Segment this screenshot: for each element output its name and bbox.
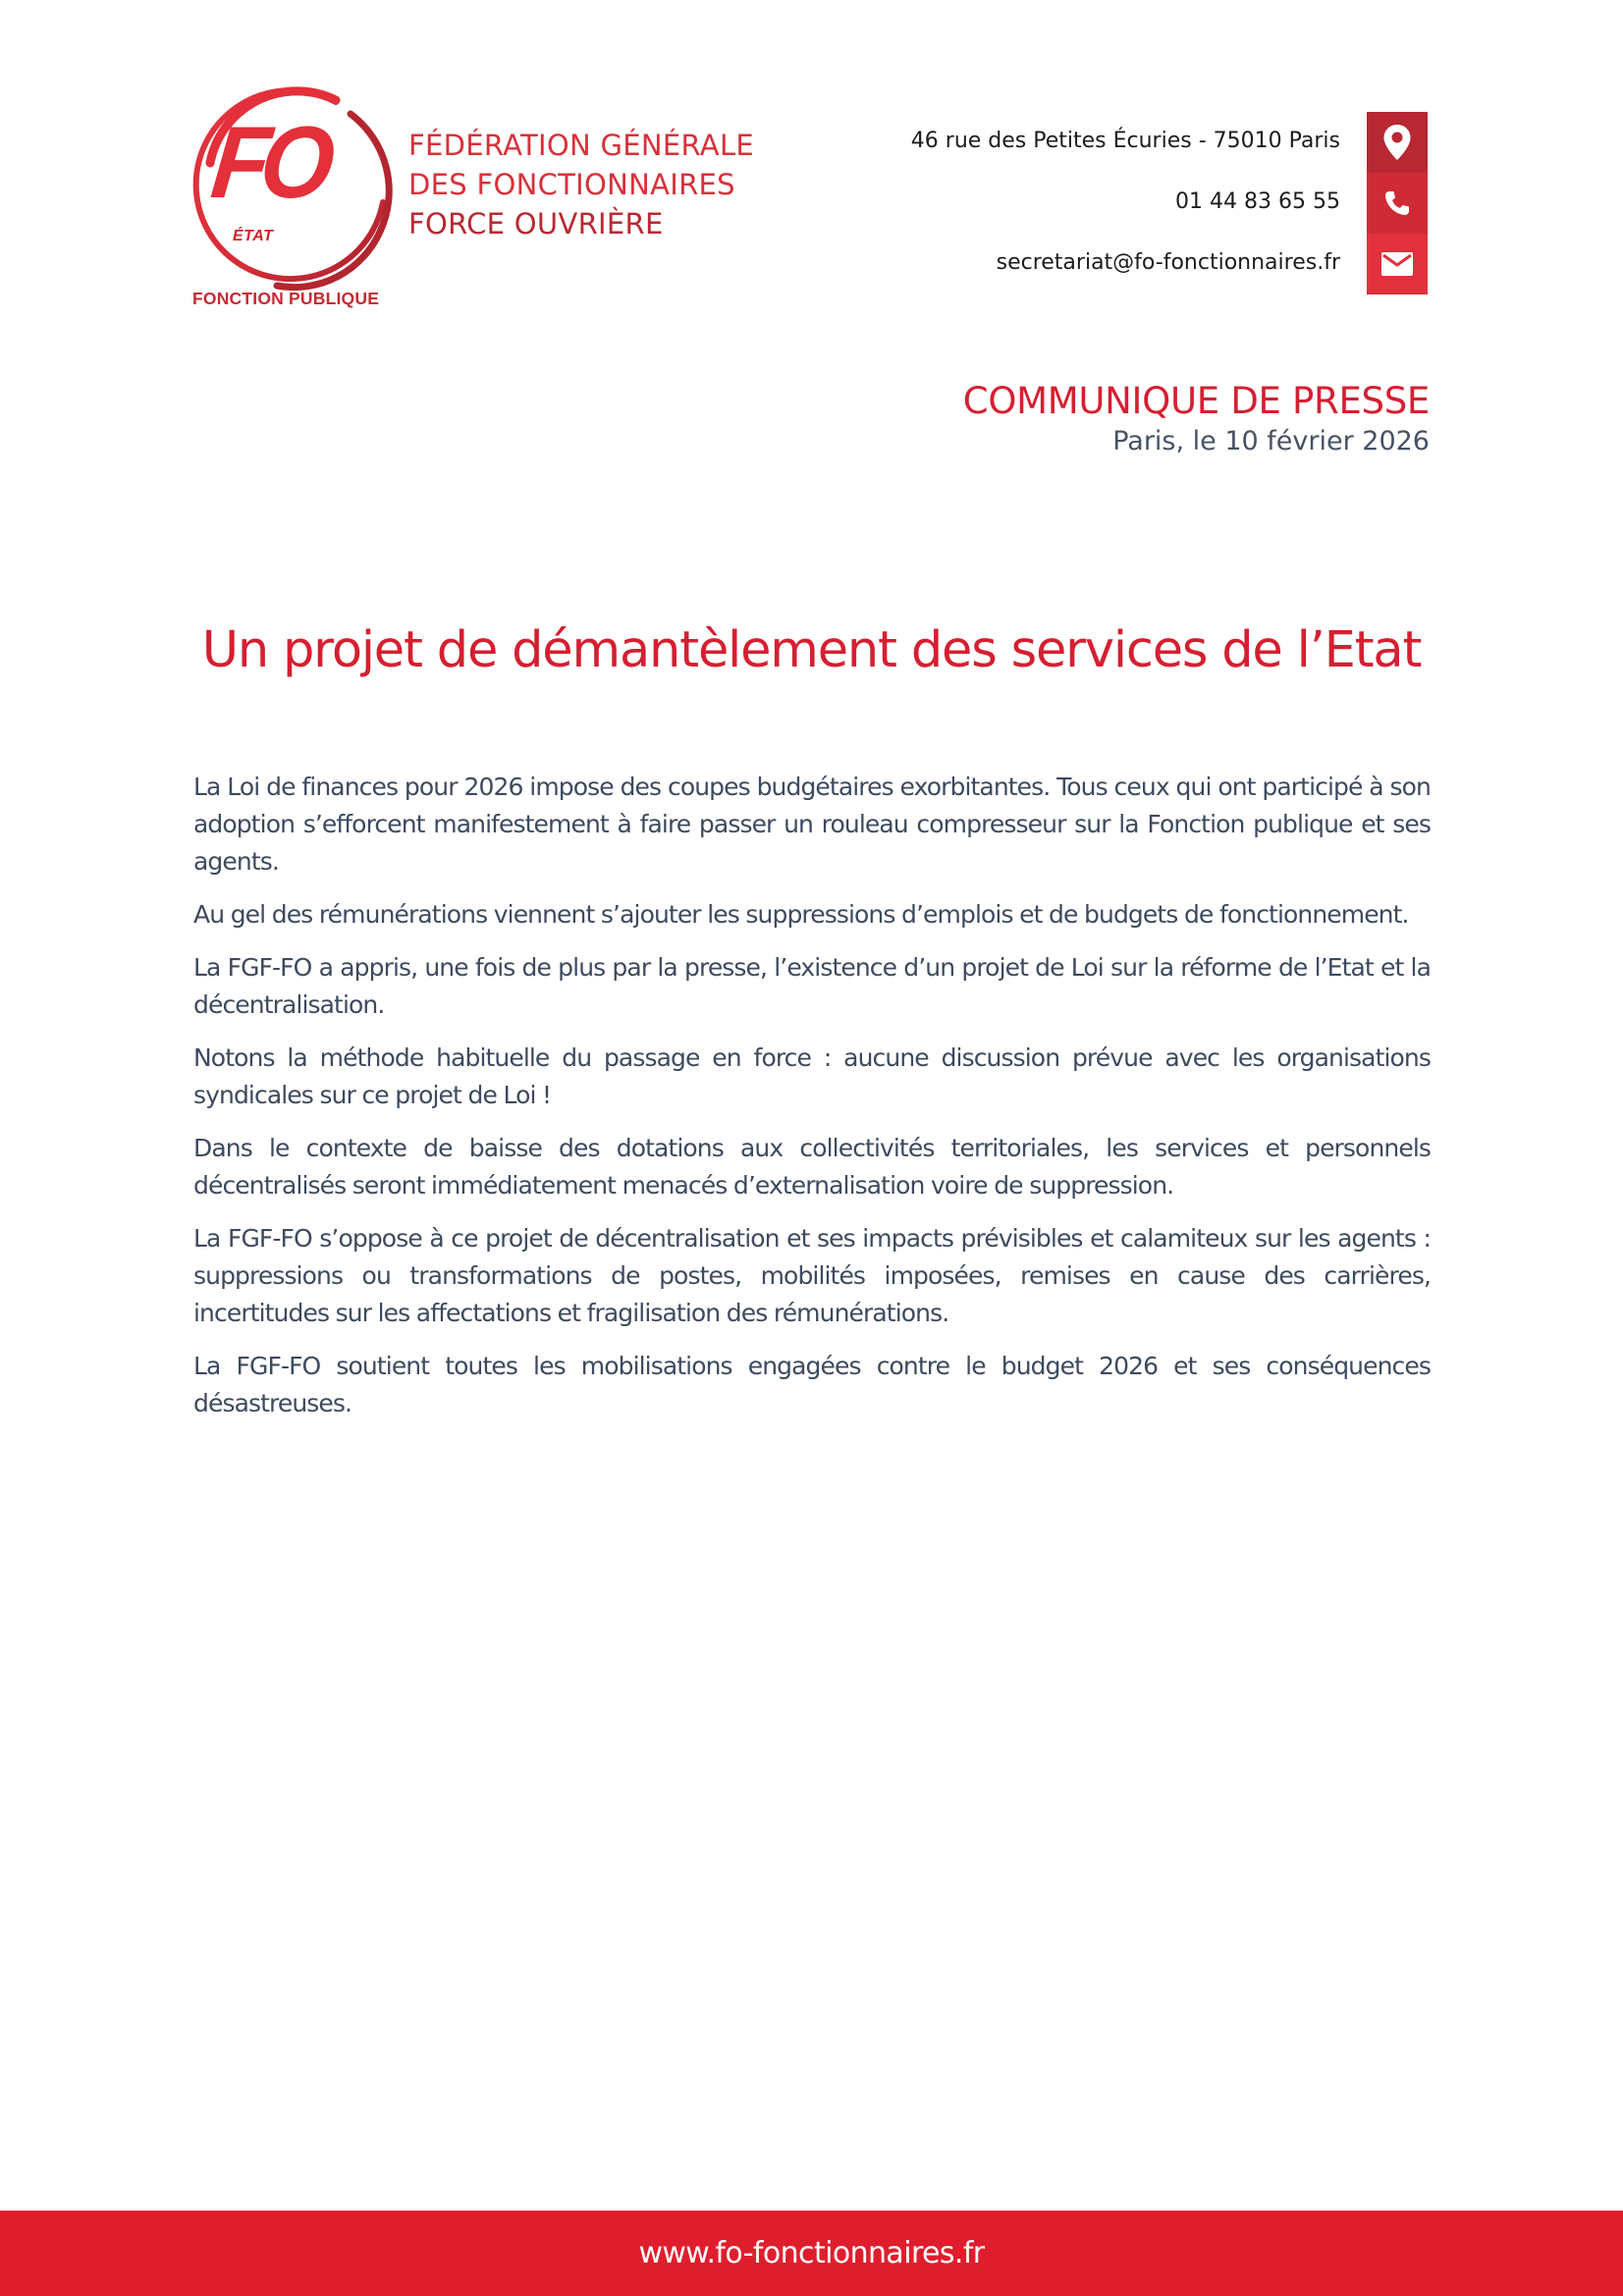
document-title: Un projet de démantèlement des services de l’Etat — [201, 621, 1422, 679]
press-release-label: COMMUNIQUE DE PRESSE — [962, 380, 1430, 422]
organization-name-line: FÉDÉRATION GÉNÉRALE — [408, 129, 755, 162]
contact-address: 46 rue des Petites Écuries - 75010 Paris — [910, 129, 1340, 153]
body-paragraph: Dans le contexte de baisse des dotations aux collectivités territoriales, les services et personnels décentralisés seront immédiatement menacés d’externalisation voire de suppression. — [193, 1134, 1431, 1200]
body-paragraph: La Loi de finances pour 2026 impose des coupes budgétaires exorbitantes. Tous ceux qui ont participé à son adoption s’efforcent manifestement à faire passer un rouleau compresseur sur la Fonction publique et ses agents. — [193, 773, 1431, 876]
organization-name-line: FORCE OUVRIÈRE — [408, 207, 664, 240]
fo-etat-logo — [189, 84, 395, 320]
map-pin-icon — [1367, 112, 1428, 173]
logo-tagline: FONCTION PUBLIQUE — [192, 289, 380, 308]
contact-block — [911, 111, 1340, 294]
organization-name — [408, 126, 754, 243]
contact-icon-column — [1367, 112, 1428, 294]
logo-mark-text: FO — [206, 106, 332, 220]
contact-email[interactable]: secretariat@fo-fonctionnaires.fr — [996, 250, 1340, 275]
body-paragraph: Notons la méthode habituelle du passage en force : aucune discussion prévue avec les organisations syndicales sur ce projet de Loi ! — [193, 1043, 1431, 1109]
body-paragraph: Au gel des rémunérations viennent s’ajouter les suppressions d’emplois et de budgets de fonctionnement. — [193, 900, 1409, 929]
body-paragraph: La FGF-FO soutient toutes les mobilisations engagées contre le budget 2026 et ses conséquences désastreuses. — [193, 1352, 1431, 1417]
phone-icon — [1367, 173, 1428, 234]
dateline: Paris, le 10 février 2026 — [1112, 426, 1430, 456]
organization-name-line: DES FONCTIONNAIRES — [408, 168, 735, 201]
footer-bar — [0, 2211, 1623, 2296]
website-link[interactable]: www.fo-fonctionnaires.fr — [638, 2236, 985, 2270]
body-paragraph: La FGF-FO a appris, une fois de plus par la presse, l’existence d’un projet de Loi sur la réforme de l’Etat et la décentralisation. — [193, 953, 1431, 1019]
document-body — [193, 769, 1431, 1438]
logo-mark-subtext: ÉTAT — [233, 228, 274, 244]
body-paragraph: La FGF-FO s’oppose à ce projet de décentralisation et ses impacts prévisibles et calamiteux sur les agents : suppressions ou transformations de postes, mobilités imposées, remises en cause des carrières, incertitudes sur les affectations et fragilisation des rémunérations. — [193, 1224, 1431, 1327]
contact-phone[interactable]: 01 44 83 65 55 — [1175, 189, 1340, 214]
press-header — [963, 379, 1430, 459]
mail-icon — [1367, 234, 1428, 294]
